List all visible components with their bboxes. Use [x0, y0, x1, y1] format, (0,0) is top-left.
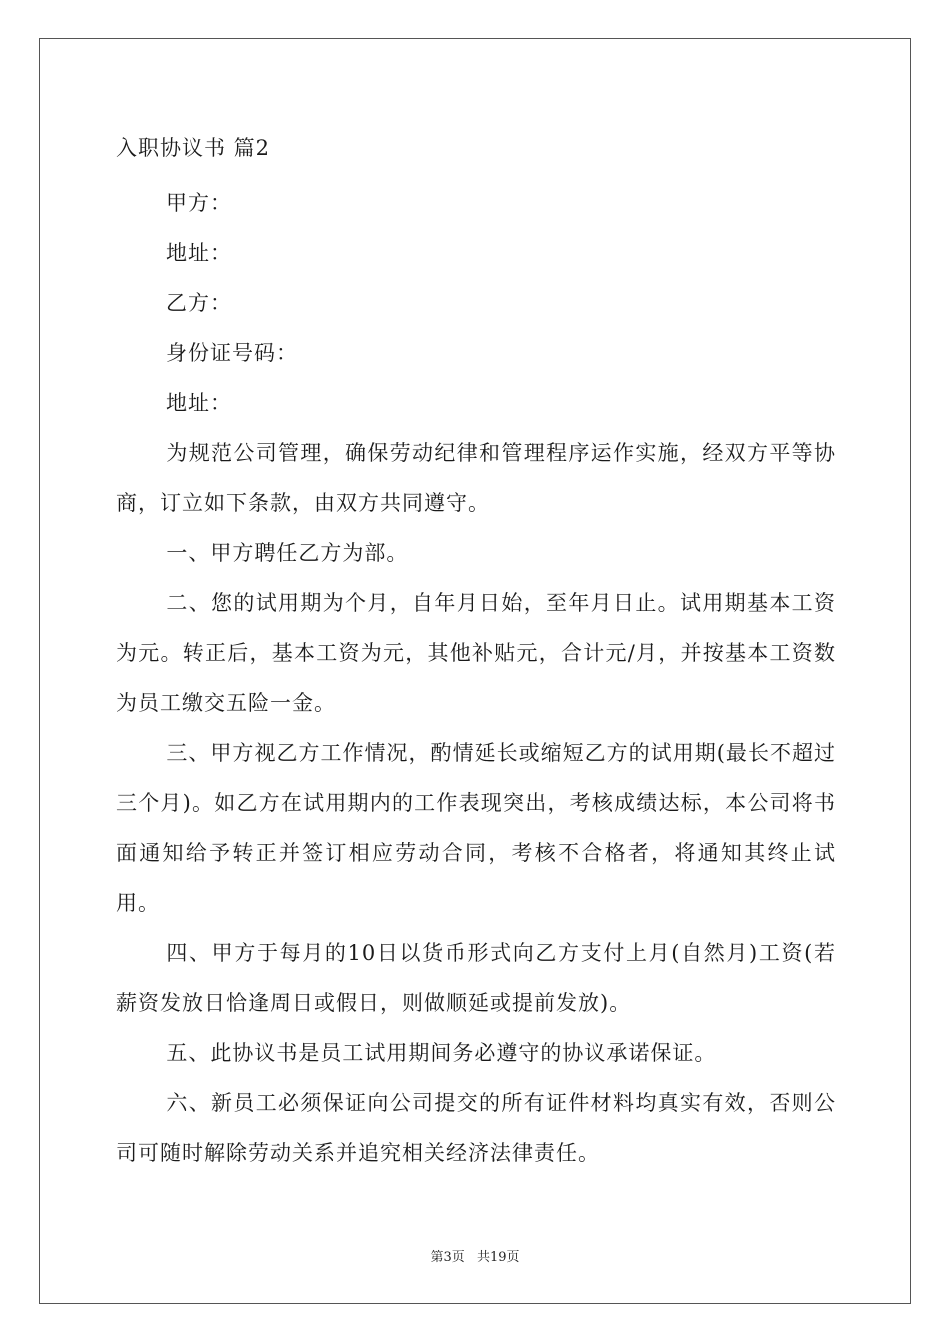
clause-2-paragraph: 二、您的试用期为个月，自年月日始，至年月日止。试用期基本工资为元。转正后，基本工资为元，其他补贴元，合计元/月，并按基本工资数为员工缴交五险一金。 — [116, 591, 836, 715]
party-a-field: 甲方： — [166, 191, 232, 215]
page-total: 共19页 — [476, 1250, 520, 1265]
clause-6-paragraph: 六、新员工必须保证向公司提交的所有证件材料均真实有效，否则公司可随时解除劳动关系并追究相关经济法律责任。 — [116, 1091, 836, 1165]
page-footer — [0, 1246, 950, 1265]
preamble-paragraph: 为规范公司管理，确保劳动纪律和管理程序运作实施，经双方平等协商，订立如下条款，由双方共同遵守。 — [116, 441, 836, 515]
party-a-address-field: 地址： — [166, 241, 232, 265]
clause-4-paragraph: 四、甲方于每月的10日以货币形式向乙方支付上月(自然月)工资(若薪资发放日恰逢周日或假日，则做顺延或提前发放)。 — [116, 941, 836, 1015]
document-body — [116, 128, 836, 1178]
clause-1-paragraph: 一、甲方聘任乙方为部。 — [166, 541, 409, 565]
party-b-address-field: 地址： — [166, 391, 232, 415]
party-b-id-number-field: 身份证号码： — [166, 341, 298, 365]
page-number: 第3页 — [430, 1250, 465, 1265]
party-b-field: 乙方： — [166, 291, 232, 315]
clause-3-paragraph: 三、甲方视乙方工作情况，酌情延长或缩短乙方的试用期(最长不超过三个月)。如乙方在试用期内的工作表现突出，考核成绩达标，本公司将书面通知给予转正并签订相应劳动合同，考核不合格者，将通知其终止试用。 — [116, 741, 836, 915]
document-title: 入职协议书 篇2 — [116, 136, 271, 160]
clause-5-paragraph: 五、此协议书是员工试用期间务必遵守的协议承诺保证。 — [166, 1041, 717, 1065]
